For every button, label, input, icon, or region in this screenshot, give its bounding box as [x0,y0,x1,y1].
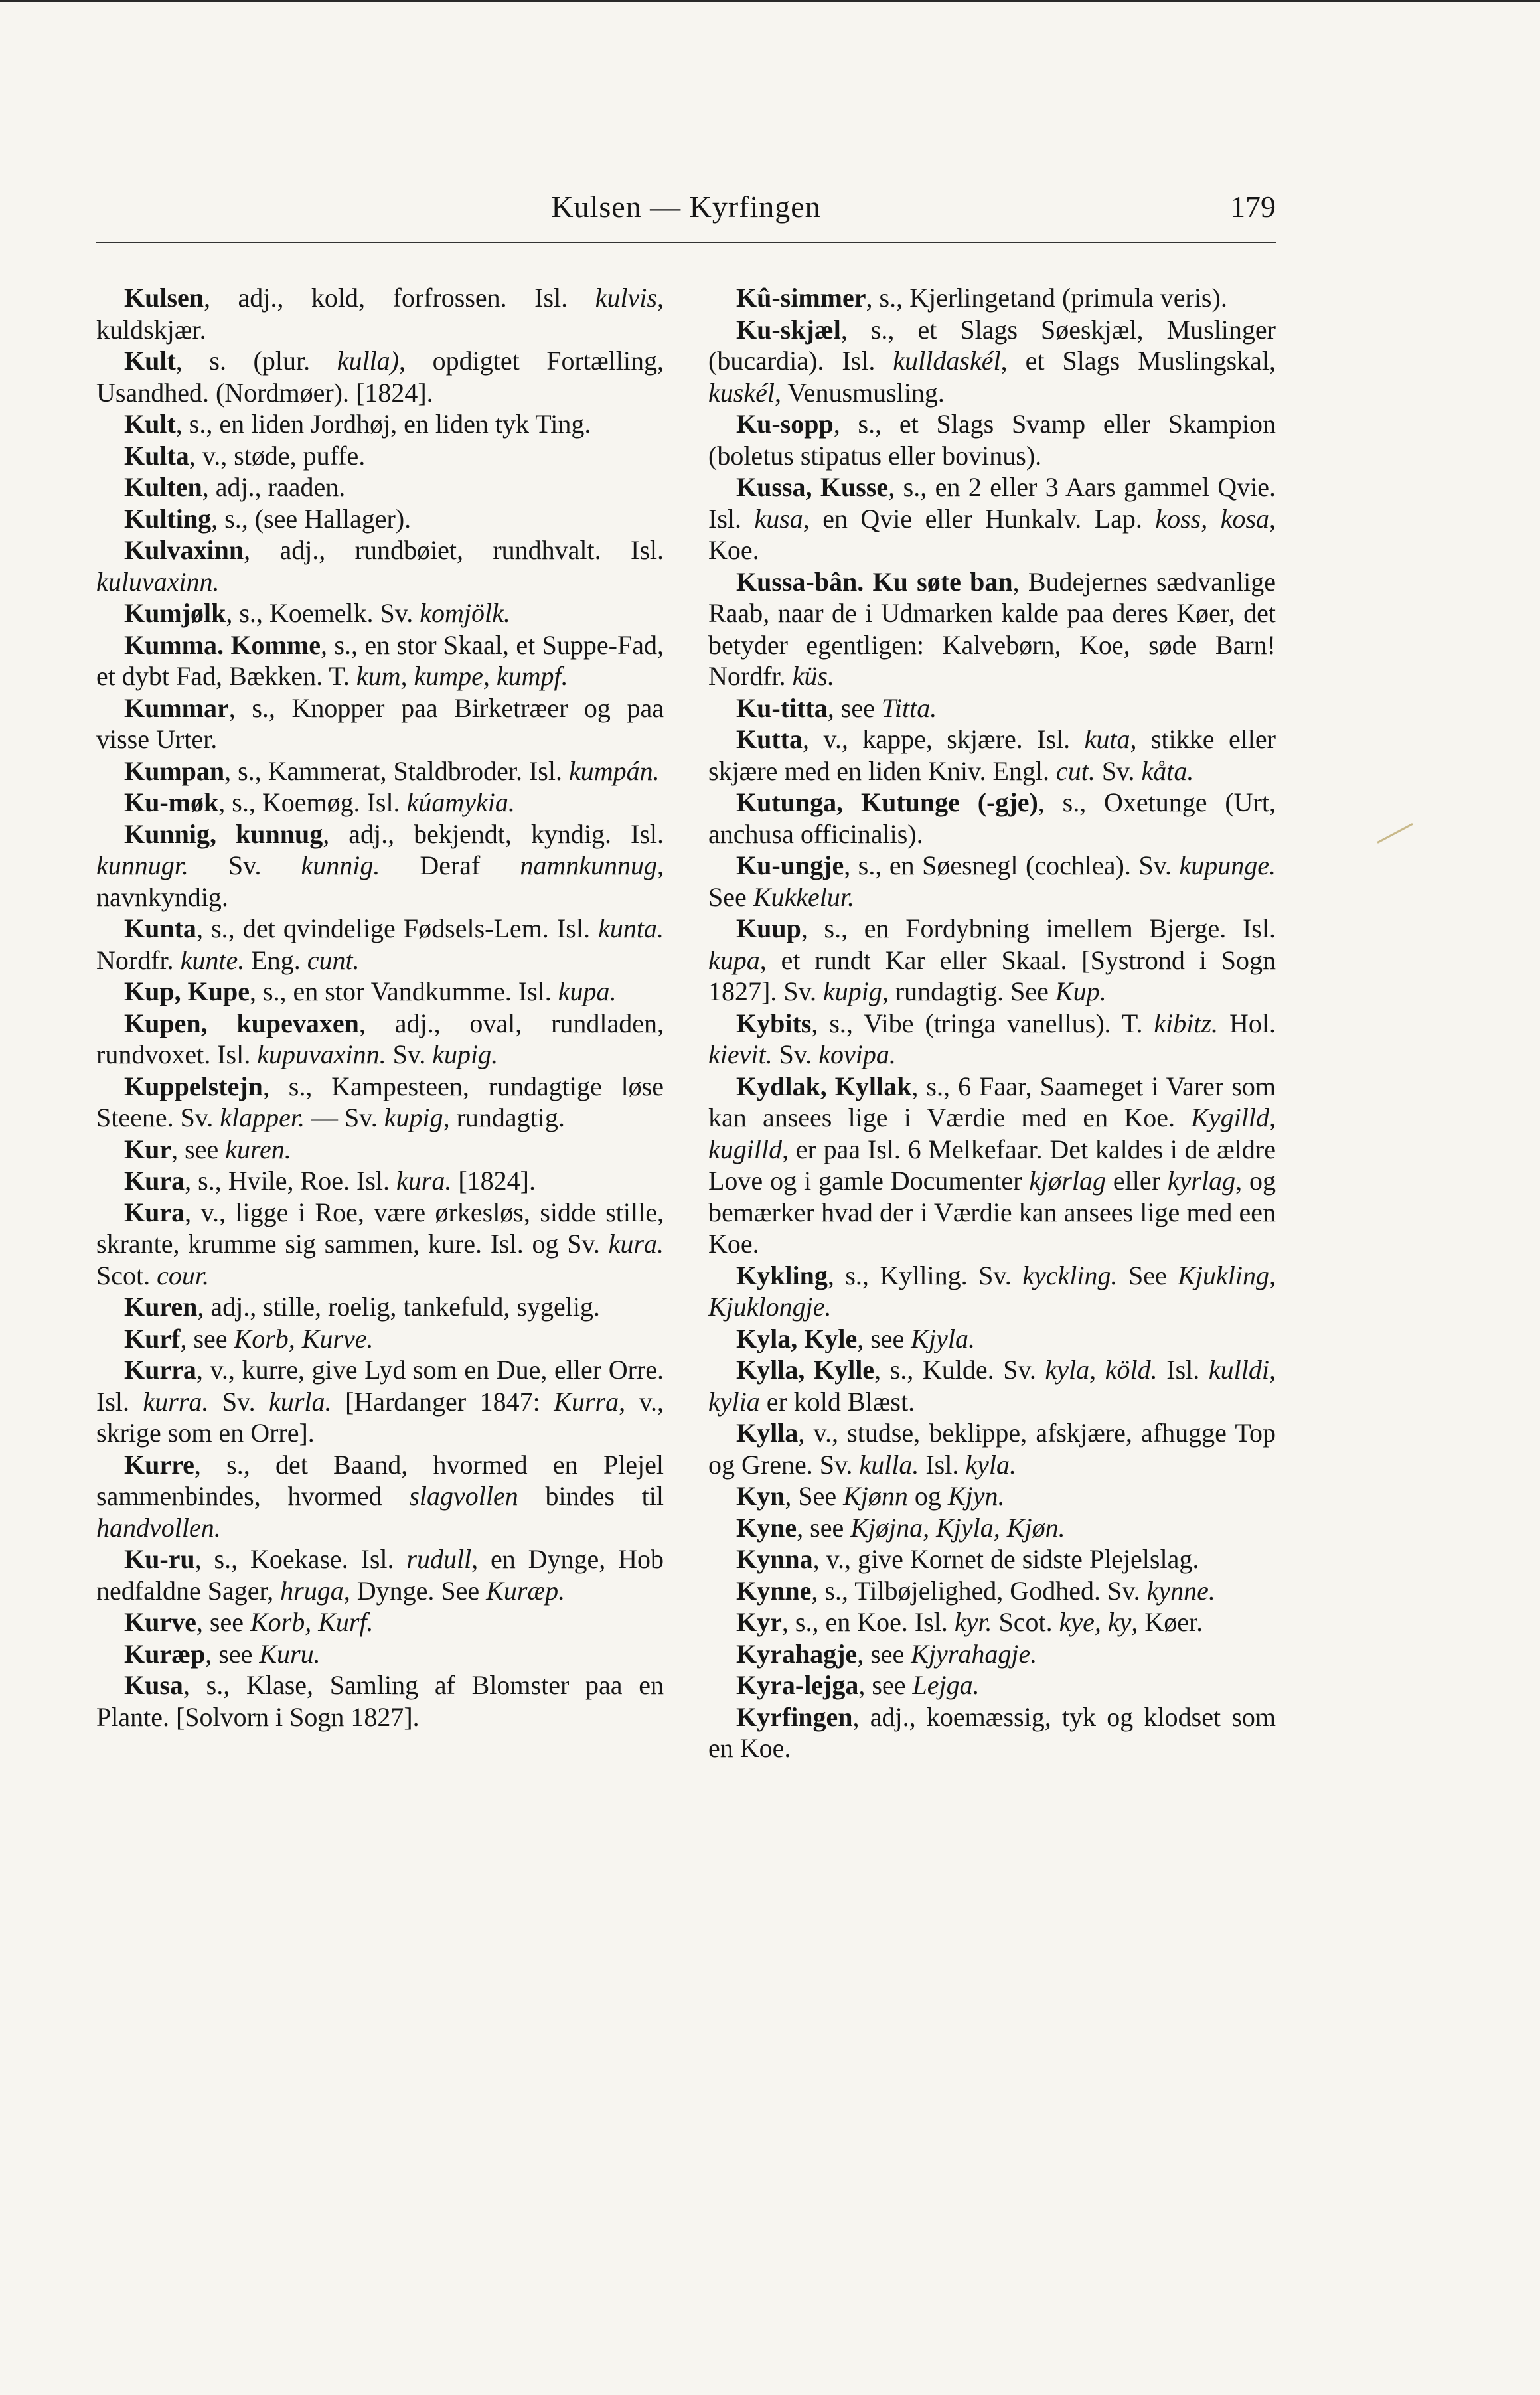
headword: Kulsen [124,283,204,313]
dictionary-entry [708,692,1276,724]
italic-term: Kjukling, Kjuklongje. [708,1260,1276,1322]
dictionary-entry [708,850,1276,913]
headword: Kykling [736,1260,828,1290]
entry-text: , s., et Slags Søeskjæl, Muslinger (bucardia). Isl. [708,314,1276,376]
dictionary-entry [708,1008,1276,1071]
italic-term: kunnig. [301,850,380,880]
italic-term: kura. [608,1229,664,1259]
entry-text: , kuldskjær. [96,283,664,345]
dictionary-entry [96,818,664,913]
entry-text: , v., kurre, give Lyd som en Due, eller Orre. Isl. [96,1355,664,1417]
entry-text: Sv. [772,1040,819,1069]
headword: Kurf [124,1323,181,1353]
italic-term: kulldaskél [893,346,1001,376]
italic-term: kyla. [965,1449,1016,1480]
dictionary-entry [96,440,664,472]
headword: Kylla [736,1418,799,1448]
headword: Ku-møk [124,787,219,817]
headword: Kumjølk [124,598,226,628]
dictionary-entry [708,1606,1276,1638]
dictionary-entry [96,345,664,408]
headword: Kutta [736,724,803,754]
italic-term: kåta. [1141,755,1194,786]
dictionary-entry [708,1638,1276,1670]
dictionary-entry [96,1323,664,1355]
italic-term: kulvis [595,283,657,313]
italic-term: kovipa. [818,1040,896,1069]
entry-text: , see [858,1670,913,1700]
entry-text: , Koe. [708,503,1276,565]
entry-text: , s., 6 Faar, Saameget i Varer som kan ansees lige i Værdie med en Koe. [708,1071,1276,1132]
entry-text: , et Slags Muslingskal, [1000,346,1276,376]
italic-term: kyr. [954,1607,992,1637]
headword: Kyn [736,1481,785,1511]
entry-text: , adj., raaden. [202,472,346,502]
running-title: Kulsen — Kyrfingen [551,190,821,224]
left-column [96,282,664,1733]
headword: Ku-ungje [736,850,844,880]
headword: Kult [124,346,176,376]
dictionary-entry [96,471,664,503]
dictionary-entry [708,1417,1276,1480]
entry-text: og [907,1481,948,1511]
dictionary-entry [96,692,664,755]
dictionary-entry [708,1512,1276,1544]
italic-term: kumpán. [568,755,660,786]
italic-term: kievit. [708,1040,773,1069]
entry-text: Sv. [208,1386,270,1417]
dictionary-entry [708,787,1276,850]
entry-text: , adj., rundbøiet, rundhvalt. Isl. [244,535,664,565]
dictionary-entry [96,1134,664,1166]
entry-text: , s., en 2 eller 3 Aars gammel Qvie. Isl. [708,472,1276,534]
entry-text: , Venusmusling. [774,377,945,408]
entry-text: See [708,882,753,912]
headword: Kynne [736,1575,812,1606]
headword: Kura [124,1166,185,1196]
entry-text: , s., Tilbøjelighed, Godhed. Sv. [811,1575,1147,1606]
dictionary-entry [708,1669,1276,1701]
headword: Kumpan [124,755,225,786]
dictionary-entry [708,1323,1276,1355]
dictionary-entry [96,503,664,535]
entry-text: , s., (see Hallager). [211,503,412,534]
pencil-mark [1377,823,1413,844]
entry-text: , opdigtet Fortælling, Usandhed. (Nordmøer). [1824]. [96,346,664,408]
entry-text: Deraf [380,850,520,880]
dictionary-entry [96,1197,664,1292]
entry-text: bindes til [518,1481,664,1511]
italic-term: Kygilld, kugilld [708,1103,1276,1164]
dictionary-entry [708,1071,1276,1260]
italic-term: cour. [157,1260,210,1290]
entry-text: , Køer. [1131,1607,1203,1637]
headword: Kybits [736,1008,812,1038]
entry-text: , see [205,1638,260,1669]
italic-term: kunta. [598,913,664,943]
italic-term: kuskél [708,377,775,408]
headword: Kup, Kupe [124,976,250,1006]
headword: Kuren [124,1292,198,1322]
italic-term: kupig [822,976,882,1006]
entry-text: , s., en liden Jordhøj, en liden tyk Ting. [175,409,591,439]
entry-text: , adj., oval, rundladen, rundvoxet. Isl. [96,1008,664,1069]
italic-term: klapper. [220,1103,305,1132]
italic-term: kusa [754,503,803,534]
entry-text: , see [180,1323,234,1353]
italic-term: kupig. [432,1040,499,1069]
entry-text: Scot. [992,1607,1059,1637]
entry-text: , s., en stor Vandkumme. Isl. [249,976,558,1006]
dictionary-entry [96,1669,664,1733]
italic-term: kunte. [180,945,245,975]
headword: Kû-simmer [736,283,866,313]
headword: Kynna [736,1544,813,1574]
italic-term: Korb, Kurve. [234,1323,374,1353]
italic-term: kye, ky [1059,1607,1132,1637]
entry-text: [1824]. [451,1166,536,1196]
entry-text: , v., give Kornet de sidste Plejelslag. [812,1544,1199,1574]
entry-text: Nordfr. [96,945,181,975]
italic-term: slagvollen [409,1481,518,1511]
dictionary-entry [708,471,1276,566]
headword: Kuppelstejn [124,1071,263,1101]
dictionary-entry [708,408,1276,471]
dictionary-entry [96,1291,664,1323]
italic-term: kulldi, kylia [708,1355,1276,1417]
dictionary-entry [708,1575,1276,1607]
entry-text: Isl. [919,1449,966,1480]
dictionary-entry [96,755,664,787]
headword: Kuup [736,913,801,943]
dictionary-entry [96,1008,664,1071]
running-header [96,189,1276,236]
dictionary-entry [708,1701,1276,1764]
dictionary-entry [96,597,664,629]
entry-text: , en Dynge, Hob nedfaldne Sager, [96,1544,664,1606]
entry-text: , s., et Slags Svamp eller Skampion (boletus stipatus eller bovinus). [708,409,1276,471]
headword: Kulta [124,440,189,471]
headword: Kussa, Kusse [736,472,889,502]
entry-text: , see [171,1134,226,1164]
italic-term: kyckling. [1022,1260,1118,1290]
headword: Kulting [124,503,212,534]
headword: Kurve [124,1607,196,1637]
entry-text: , s., Koemøg. Isl. [218,787,407,817]
entry-text: , v., skrige som en Orre]. [96,1386,664,1448]
entry-text: , rundagtig. See [882,976,1055,1006]
entry-text: , adj., stille, roelig, tankefuld, sygelig. [197,1292,600,1322]
italic-term: kurra. [143,1386,209,1417]
italic-term: Kurra [554,1386,619,1417]
headword: Kulvaxinn [124,535,244,565]
dictionary-entry [96,408,664,440]
headword: Kylla, Kylle [736,1355,875,1385]
dictionary-entry [96,282,664,345]
italic-term: kulla. [859,1449,919,1480]
italic-term: kuluvaxinn. [96,566,220,597]
entry-text: , see [827,692,882,723]
italic-term: kúamykia. [406,787,515,817]
entry-text: Isl. [1157,1355,1209,1385]
entry-text: , stikke eller skjære med en liden Kniv. Engl. [708,724,1276,786]
italic-term: kulla) [337,346,400,376]
headword: Kyla, Kyle [736,1323,858,1353]
headword: Kyr [736,1607,782,1637]
entry-text: , s., Kylling. Sv. [827,1260,1023,1290]
entry-text: , see [857,1323,911,1353]
right-column [708,282,1276,1764]
italic-term: namnkunnug [520,850,657,880]
header-rule [96,242,1276,243]
headword: Kuræp [124,1638,206,1669]
dictionary-entry [96,1638,664,1670]
entry-text: Sv. [1095,755,1142,786]
entry-text: , et rundt Kar eller Skaal. [Systrond i Sogn 1827]. Sv. [708,945,1276,1006]
entry-text: , see [196,1607,250,1637]
italic-term: Kjøjna, Kjyla, Kjøn. [850,1512,1065,1543]
entry-text: , s., Oxetunge (Urt, anchusa officinalis). [708,787,1276,849]
dictionary-entry [96,787,664,818]
italic-term: kupuvaxinn. [257,1040,386,1069]
dictionary-entry [96,629,664,692]
entry-text: Scot. [96,1260,157,1290]
italic-term: küs. [792,661,834,691]
italic-term: Kukkelur. [753,882,854,912]
dictionary-entry [708,724,1276,787]
dictionary-entry [708,913,1276,1008]
headword: Kura [124,1197,185,1227]
entry-text: , s., Koekase. Isl. [194,1544,407,1574]
dictionary-entry [96,1606,664,1638]
entry-text: Hol. [1218,1008,1276,1038]
italic-term: kjørlag [1029,1166,1106,1196]
italic-term: kum, kumpe, kumpf. [356,661,568,691]
entry-text: , s., Koemelk. Sv. [226,598,420,628]
italic-term: Kjyla. [911,1323,975,1353]
italic-term: Kuru. [259,1638,321,1669]
headword: Kult [124,409,176,439]
entry-text: Sv. [386,1040,433,1069]
dictionary-entry [96,1449,664,1544]
entry-text: , s., Kjerlingetand (primula veris). [866,283,1227,313]
headword: Kutunga, Kutunge (-gje) [736,787,1038,817]
dictionary-entry [708,282,1276,314]
entry-text: See [1117,1260,1178,1290]
italic-term: kunnugr. [96,850,189,880]
entry-text: , navnkyndig. [96,850,664,912]
headword: Kumma. Komme [124,629,321,660]
headword: Kyrahagje [736,1638,858,1669]
headword: Kydlak, Kyllak [736,1071,912,1101]
entry-text: , s., Knopper paa Birketræer og paa visse Urter. [96,692,664,754]
entry-text: , s., Kulde. Sv. [874,1355,1045,1385]
entry-text: , s., Kammerat, Staldbroder. Isl. [224,755,569,786]
dictionary-entry [708,1480,1276,1512]
headword: Kussa-bân. Ku søte ban [736,566,1013,597]
entry-text: [Hardanger 1847: [331,1386,554,1417]
italic-term: Kuræp. [486,1575,566,1606]
headword: Kyra-lejga [736,1670,859,1700]
dictionary-entry [96,534,664,597]
entry-text: , s., det qvindelige Fødsels-Lem. Isl. [196,913,599,943]
italic-term: cunt. [307,945,360,975]
italic-term: komjölk. [420,598,510,628]
headword: Kulten [124,472,202,502]
entry-text: , s., en Koe. Isl. [781,1607,955,1637]
italic-term: handvollen. [96,1512,221,1543]
italic-term: rudull [406,1544,472,1574]
headword: Kyne [736,1512,797,1543]
italic-term: kibitz. [1154,1008,1219,1038]
page-number: 179 [1230,190,1276,224]
entry-text: , s., en stor Skaal, et Suppe-Fad, et dybt Fad, Bækken. T. [96,629,664,691]
entry-text: , see [797,1512,851,1543]
entry-text: Sv. [188,850,301,880]
dictionary-entry [96,1354,664,1449]
dictionary-entry [96,1165,664,1197]
italic-term: kyla, köld. [1045,1355,1158,1385]
headword: Kurre [124,1449,194,1480]
entry-text: , s., Hvile, Roe. Isl. [185,1166,396,1196]
entry-text: , v., kappe, skjære. Isl. [803,724,1085,754]
headword: Kunta [124,913,196,943]
italic-term: kynne. [1146,1575,1215,1606]
italic-term: kuren. [225,1134,291,1164]
entry-text: , Budejernes sædvanlige Raab, naar de i Udmarken kalde paa deres Køer, det betyder egentligen: Kalvebørn, Koe, søde Barn! Nordfr. [708,566,1276,691]
italic-term: Kjyn. [947,1481,1005,1511]
dictionary-entry [96,976,664,1008]
entry-text: , adj., kold, forfrossen. Isl. [204,283,595,313]
entry-text: , s., en Søesnegl (cochlea). Sv. [844,850,1180,880]
entry-text: er kold Blæst. [759,1386,915,1417]
italic-term: kura. [396,1166,452,1196]
italic-term: Korb, Kurf. [250,1607,374,1637]
dictionary-entry [708,314,1276,409]
italic-term: Kup. [1055,976,1107,1006]
entry-text: , see [857,1638,911,1669]
entry-text: , en Qvie eller Hunkalv. Lap. [803,503,1156,534]
entry-text: , See [785,1481,844,1511]
headword: Ku-sopp [736,409,834,439]
entry-text: , s., Vibe (tringa vanellus). T. [811,1008,1154,1038]
headword: Kyrfingen [736,1701,853,1732]
dictionary-entry [96,1543,664,1606]
entry-text: , v., ligge i Roe, være ørkesløs, sidde stille, skrante, krumme sig sammen, kure. Isl. og Sv. [96,1197,664,1259]
entry-text: , s., Kampesteen, rundagtige løse Steene. Sv. [96,1071,664,1132]
italic-term: Kjyrahagje. [911,1638,1038,1669]
dictionary-entry [708,566,1276,692]
entry-text: , og bemærker hvad der i Værdie kan ansees lige med een Koe. [708,1166,1276,1259]
headword: Ku-skjæl [736,314,841,345]
italic-term: kyrlag [1167,1166,1236,1196]
entry-text: — Sv. [305,1103,384,1132]
italic-term: kuta [1084,724,1130,754]
entry-text: , er paa Isl. 6 Melkefaar. Det kaldes i de ældre Love og i gamle Documenter [708,1134,1276,1196]
entry-text: , adj., koemæssig, tyk og klodset som en Koe. [708,1701,1276,1763]
entry-text: Eng. [244,945,307,975]
page-top-edge [0,0,1540,2]
entry-text: , v., støde, puffe. [189,440,366,471]
italic-term: Lejga. [912,1670,980,1700]
dictionary-entry [96,1071,664,1134]
italic-term: kupa. [558,976,617,1006]
entry-text: , v., studse, beklippe, afskjære, afhugge Top og Grene. Sv. [708,1418,1276,1480]
italic-term: kupa [708,945,760,975]
italic-term: koss, kosa [1155,503,1270,534]
italic-term: Titta. [881,692,937,723]
headword: Kunnig, kunnug [124,818,323,849]
dictionary-entry [708,1260,1276,1323]
headword: Kurra [124,1355,196,1385]
entry-text: , rundagtig. [443,1103,565,1132]
entry-text: , s., Klase, Samling af Blomster paa en Plante. [Solvorn i Sogn 1827]. [96,1670,664,1732]
italic-term: cut. [1055,755,1095,786]
entry-text: , s., en Fordybning imellem Bjerge. Isl. [801,913,1276,943]
italic-term: kupunge. [1179,850,1276,880]
headword: Kummar [124,692,229,723]
headword: Ku-titta [736,692,828,723]
entry-text: , s. (plur. [175,346,337,376]
entry-text: , s., det Baand, hvormed en Plejel sammenbindes, hvormed [96,1449,664,1511]
entry-text: , adj., bekjendt, kyndig. Isl. [323,818,664,849]
headword: Kupen, kupevaxen [124,1008,359,1038]
dictionary-entry [96,913,664,976]
italic-term: kupig [384,1103,443,1132]
italic-term: kurla. [269,1386,332,1417]
headword: Ku-ru [124,1544,195,1574]
dictionary-entry [708,1543,1276,1575]
headword: Kusa [124,1670,183,1700]
entry-text: eller [1105,1166,1168,1196]
italic-term: Kjønn [843,1481,908,1511]
italic-term: hruga [280,1575,344,1606]
dictionary-entry [708,1354,1276,1417]
headword: Kur [124,1134,172,1164]
entry-text: , Dynge. See [343,1575,487,1606]
